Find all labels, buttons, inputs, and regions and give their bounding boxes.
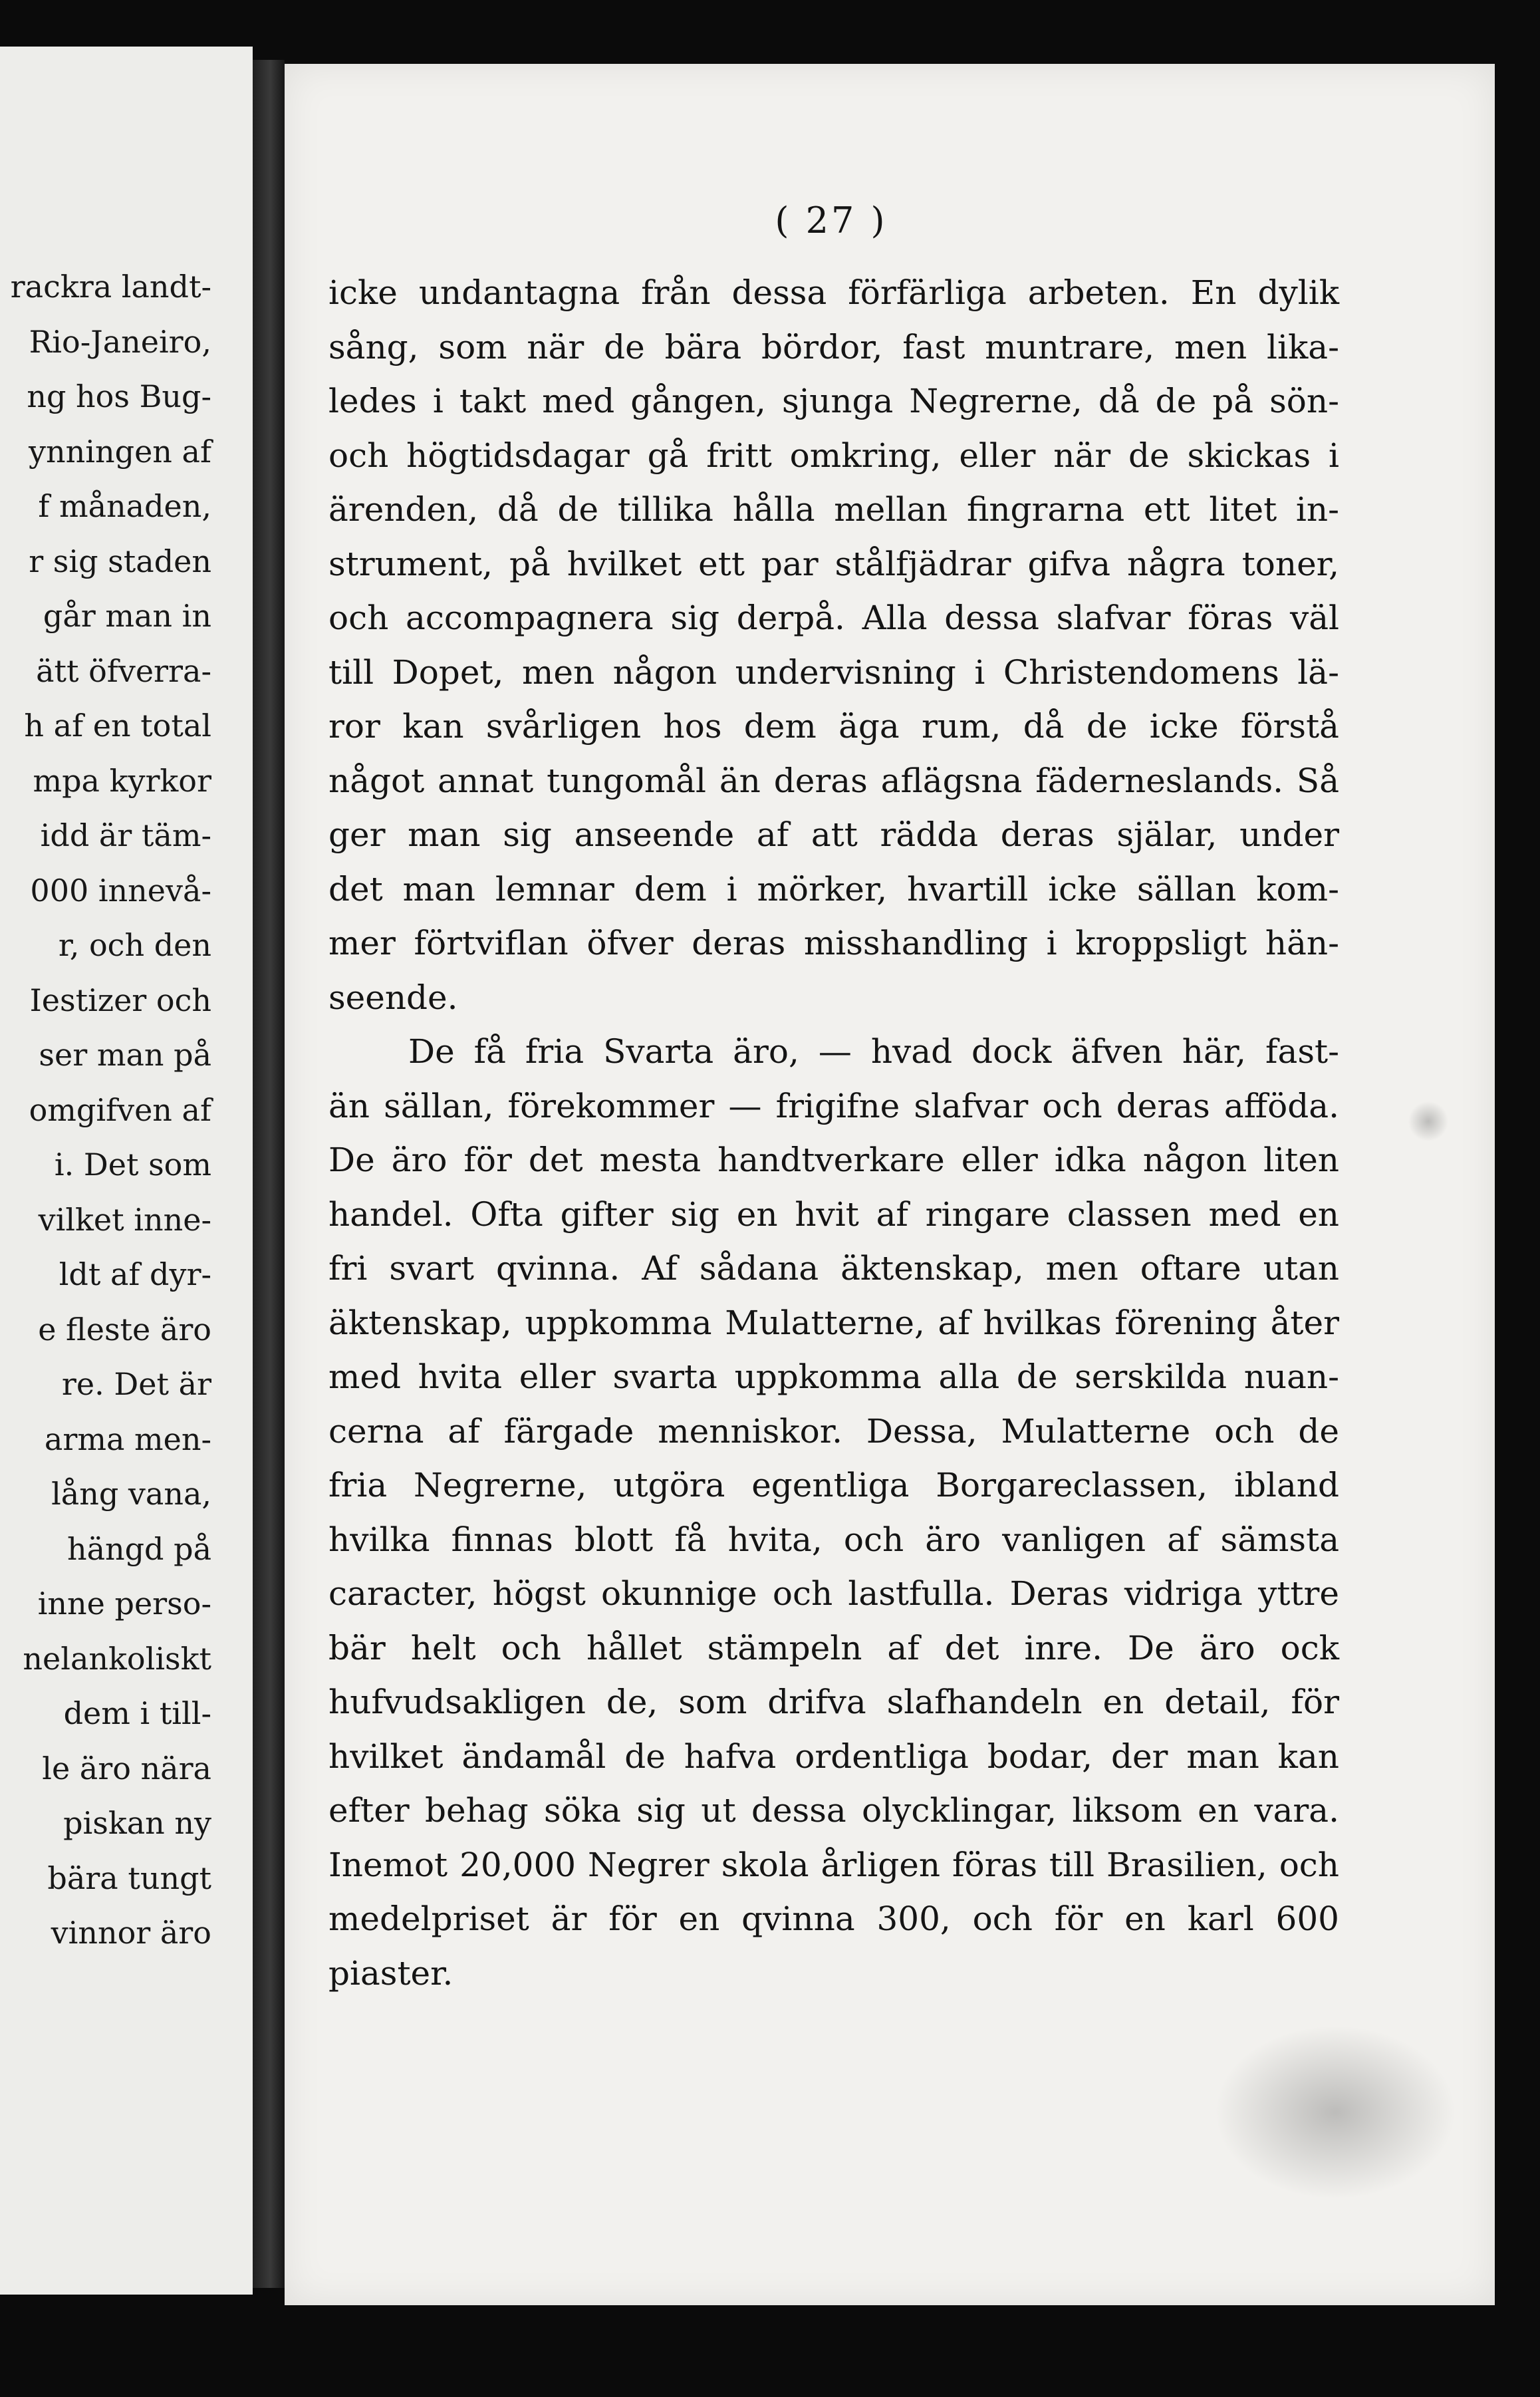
text-line: piaster.: [328, 1953, 453, 1993]
left-page-line: idd är täm-: [40, 817, 211, 853]
text-line: ger man sig anseende af att rädda deras själar, under: [328, 815, 1339, 854]
left-page-line: lång vana,: [51, 1476, 211, 1512]
left-page-line: ynningen af: [29, 433, 211, 470]
text-line: hvilket ändamål de hafva ordentliga bodar, der man kan: [328, 1737, 1339, 1776]
paragraph: [328, 266, 1339, 1025]
left-page-line: hängd på: [66, 1530, 211, 1567]
text-line: seende.: [328, 978, 458, 1017]
left-page-line: ng hos Bug-: [27, 378, 211, 414]
text-line: mer förtviflan öfver deras misshandling i kroppsligt hän-: [328, 924, 1339, 962]
left-page-line: piskan ny: [63, 1805, 211, 1841]
text-line: ärenden, då de tillika hålla mellan fingrarna ett litet in-: [328, 490, 1339, 529]
text-line: det man lemnar dem i mörker, hvartill icke sällan kom-: [328, 869, 1339, 909]
left-page-line: Iestizer och: [29, 982, 211, 1018]
text-line: fria Negrerne, utgöra egentliga Borgareclassen, ibland: [328, 1466, 1339, 1504]
left-page-line: rackra landt-: [10, 269, 211, 305]
left-page-line: r sig staden: [29, 543, 211, 579]
text-line: handel. Ofta gifter sig en hvit af ringare classen med en: [328, 1195, 1339, 1234]
text-line: och högtidsdagar gå fritt omkring, eller när de skickas i: [328, 436, 1339, 475]
left-page-line: arma men-: [44, 1421, 211, 1457]
left-page-line: f månaden,: [38, 488, 211, 524]
text-line: äktenskap, uppkomma Mulatterne, af hvilkas förening åter: [328, 1303, 1339, 1342]
left-page-line: vilket inne-: [38, 1201, 211, 1238]
text-line: ledes i takt med gången, sjunga Negrerne, då de på sön-: [328, 382, 1339, 420]
text-line: ror kan svårligen hos dem äga rum, då de icke förstå: [328, 707, 1339, 746]
text-line: och accompagnera sig derpå. Alla dessa slafvar föras väl: [328, 599, 1339, 637]
left-page-line: omgifven af: [29, 1091, 211, 1128]
paragraph: [328, 1025, 1339, 2001]
left-page-line: mpa kyrkor: [33, 762, 211, 799]
paper-stain: [1216, 2026, 1455, 2199]
text-line: hvilka finnas blott få hvita, och äro vanligen af sämsta: [328, 1520, 1339, 1559]
text-line: hufvudsakligen de, som drifva slafhandeln en detail, för: [328, 1683, 1339, 1721]
left-page-line: re. Det är: [61, 1366, 211, 1402]
left-page-line: går man in: [43, 598, 211, 634]
left-page-line: r, och den: [58, 927, 211, 963]
text-line: med hvita eller svarta uppkomma alla de serskilda nuan-: [328, 1357, 1339, 1396]
left-page-line: e fleste äro: [38, 1311, 211, 1347]
left-page-line: Rio-Janeiro,: [29, 323, 211, 360]
left-page-line: 000 innevå-: [30, 872, 211, 909]
page-text: [328, 266, 1339, 2001]
left-page-line: ätt öfverra-: [36, 652, 211, 689]
left-page-line: nelankoliskt: [23, 1640, 211, 1677]
left-page-line: ser man på: [39, 1037, 211, 1073]
text-line: De få fria Svarta äro, — hvad dock äfven här, fast-: [408, 1032, 1339, 1071]
text-line: efter behag söka sig ut dessa olycklingar, liksom en vara.: [328, 1791, 1339, 1830]
text-line: strument, på hvilket ett par stålfjädrar gifva några toner,: [328, 544, 1339, 583]
left-page-line: inne perso-: [37, 1586, 211, 1622]
left-page-line: le äro nära: [42, 1750, 211, 1786]
left-page-line: h af en total: [24, 708, 211, 744]
text-line: sång, som när de bära bördor, fast muntrare, men lika-: [328, 327, 1339, 366]
left-page-line: vinnor äro: [51, 1915, 211, 1951]
left-page-line: i. Det som: [54, 1147, 211, 1183]
text-line: De äro för det mesta handtverkare eller idka någon liten: [328, 1141, 1339, 1179]
text-line: än sällan, förekommer — frigifne slafvar och deras afföda.: [328, 1086, 1339, 1125]
text-line: caracter, högst okunnige och lastfulla. Deras vidriga yttre: [328, 1574, 1339, 1613]
left-page: [0, 47, 253, 2295]
text-line: bär helt och hållet stämpeln af det inre. De äro ock: [328, 1628, 1339, 1667]
left-page-line: dem i till-: [63, 1695, 211, 1731]
text-line: fri svart qvinna. Af sådana äktenskap, men oftare utan: [328, 1249, 1339, 1288]
page-number: ( 27 ): [775, 200, 888, 241]
text-line: till Dopet, men någon undervisning i Christendomens lä-: [328, 652, 1339, 692]
book-gutter: [253, 60, 285, 2288]
text-line: cerna af färgade menniskor. Dessa, Mulatterne och de: [328, 1411, 1339, 1451]
text-line: Inemot 20,000 Negrer skola årligen föras till Brasilien, och: [328, 1845, 1339, 1884]
paper-stain: [1408, 1101, 1448, 1141]
text-line: icke undantagna från dessa förfärliga arbeten. En dylik: [328, 273, 1339, 312]
text-line: medelpriset är för en qvinna 300, och för en karl 600: [328, 1900, 1339, 1938]
text-line: något annat tungomål än deras aflägsna fäderneslands. Så: [328, 761, 1339, 800]
left-page-line: ldt af dyr-: [59, 1256, 211, 1292]
left-page-line: bära tungt: [47, 1860, 211, 1896]
